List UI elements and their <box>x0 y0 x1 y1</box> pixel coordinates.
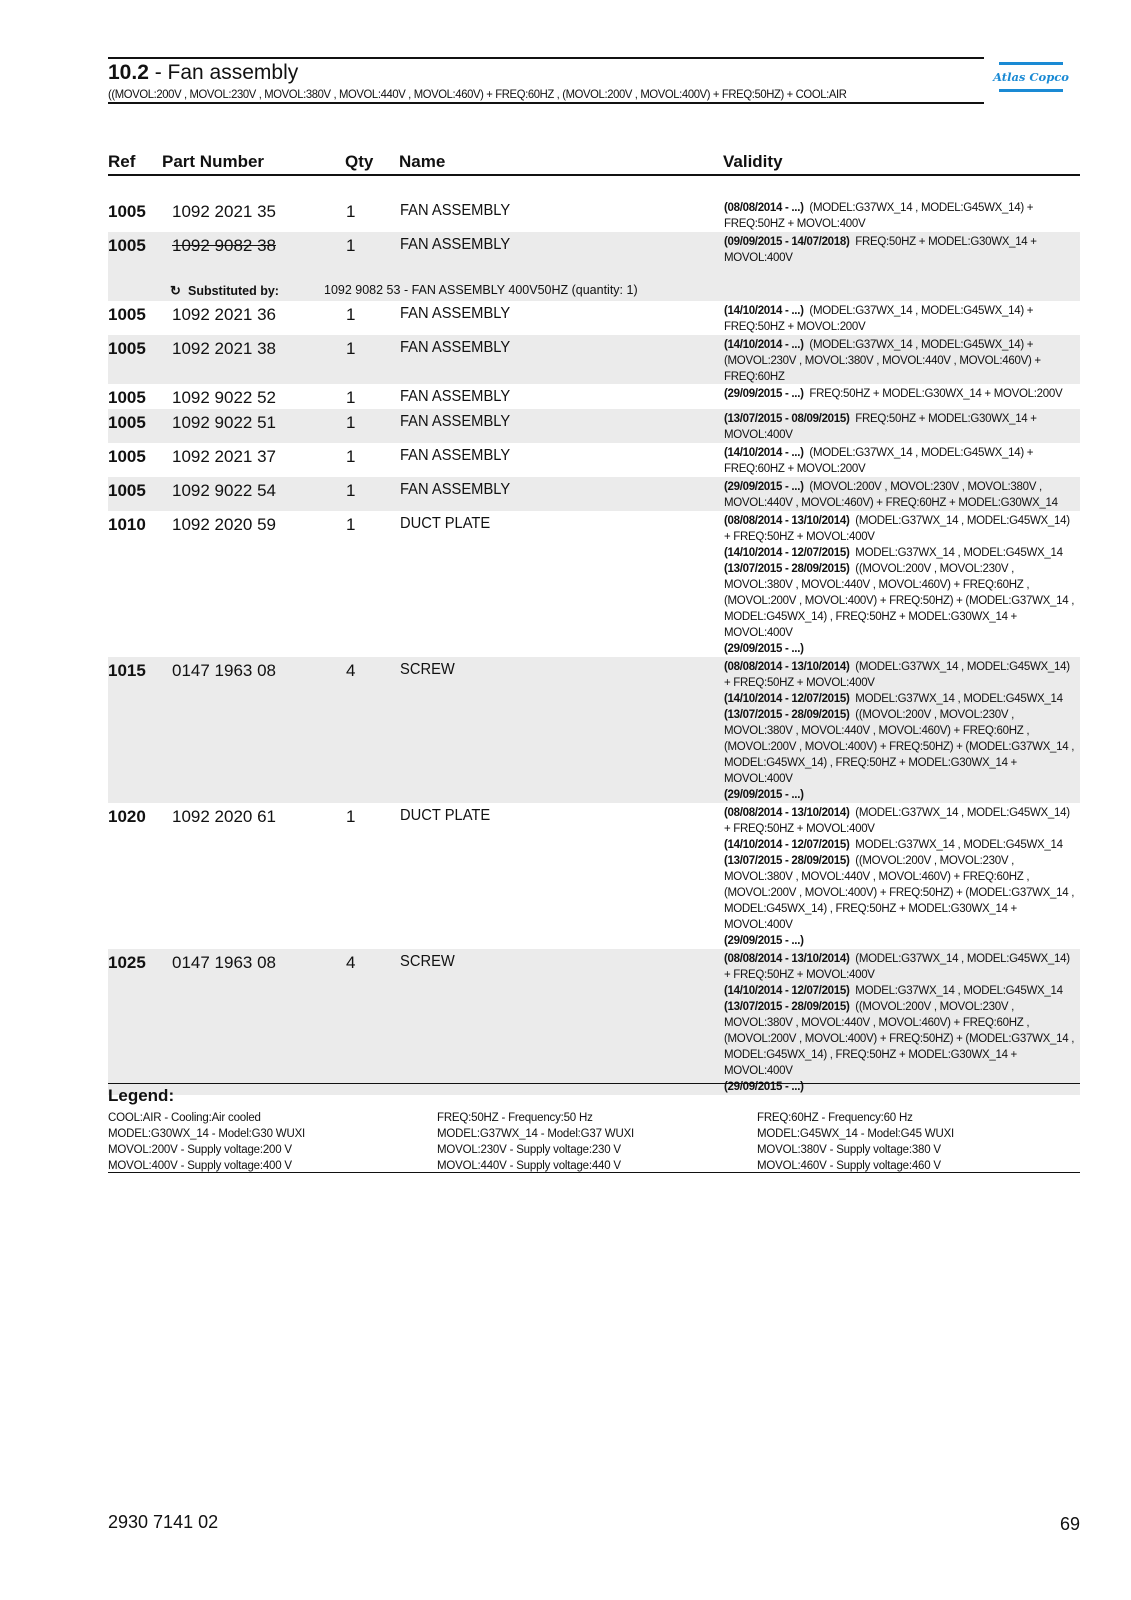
validity-text: FREQ:50HZ + MODEL:G30WX_14 + <box>855 236 1037 248</box>
validity-text: MOVOL:400V <box>724 252 793 264</box>
validity-line <box>724 771 1076 787</box>
validity-line <box>724 739 1076 755</box>
validity-line <box>724 837 1076 853</box>
part-ref: 1025 <box>108 953 146 972</box>
column-header-part-number: Part Number <box>162 152 265 171</box>
part-qty: 4 <box>346 953 356 972</box>
part-name: DUCT PLATE <box>400 515 491 532</box>
validity-text: MOVOL:400V <box>724 773 793 785</box>
validity-line <box>724 1031 1076 1047</box>
part-name: SCREW <box>400 661 455 678</box>
validity-text: (MOVOL:200V , MOVOL:230V , MOVOL:380V , <box>809 481 1042 493</box>
validity-line <box>724 755 1076 771</box>
validity-text: MOVOL:380V , MOVOL:440V , MOVOL:460V) + FREQ:60HZ , <box>724 579 1030 591</box>
part-name: FAN ASSEMBLY <box>400 202 511 219</box>
table-row <box>108 232 1080 301</box>
validity-line <box>724 869 1076 885</box>
validity-date: (14/10/2014 - 12/07/2015) <box>724 693 850 705</box>
legend-item: MOVOL:200V - Supply voltage:200 V <box>108 1144 292 1156</box>
section-header <box>108 57 984 104</box>
part-ref: 1005 <box>108 305 146 324</box>
part-number: 1092 9022 52 <box>172 388 276 407</box>
validity-line <box>724 625 1076 641</box>
validity-date: (13/07/2015 - 28/09/2015) <box>724 1001 850 1013</box>
validity-text: MODEL:G37WX_14 , MODEL:G45WX_14 <box>855 547 1063 559</box>
validity-line <box>724 1015 1076 1031</box>
validity-date: (08/08/2014 - 13/10/2014) <box>724 807 850 819</box>
part-number: 1092 9022 51 <box>172 413 276 432</box>
refresh-icon: ↻ <box>170 283 181 298</box>
validity-line <box>724 1047 1076 1063</box>
part-number: 1092 2021 38 <box>172 339 276 358</box>
substitution-note <box>108 282 1080 300</box>
part-validity <box>724 513 1076 657</box>
part-number: 1092 9082 38 <box>172 236 276 255</box>
validity-text: MODEL:G37WX_14 , MODEL:G45WX_14 <box>855 839 1063 851</box>
document-number: 2930 7141 02 <box>108 1512 219 1532</box>
table-row <box>108 198 1080 232</box>
validity-line <box>724 529 1076 545</box>
column-header-name: Name <box>399 152 446 171</box>
part-name: FAN ASSEMBLY <box>400 339 511 356</box>
validity-text: MODEL:G45WX_14) , FREQ:50HZ + MODEL:G30WX_14 + <box>724 757 1017 769</box>
validity-text: (MODEL:G37WX_14 , MODEL:G45WX_14) <box>855 661 1070 673</box>
validity-date: (13/07/2015 - 28/09/2015) <box>724 563 850 575</box>
part-ref: 1005 <box>108 413 146 432</box>
validity-text: MOVOL:400V <box>724 919 793 931</box>
validity-text: MOVOL:440V , MOVOL:460V) + FREQ:60HZ + MODEL:G30WX_14 <box>724 497 1058 509</box>
legend-item: MODEL:G37WX_14 - Model:G37 WUXI <box>437 1128 635 1140</box>
validity-line <box>724 411 1076 427</box>
validity-line <box>724 967 1076 983</box>
validity-line <box>724 983 1076 999</box>
validity-line <box>724 885 1076 901</box>
validity-text: ((MOVOL:200V , MOVOL:230V , <box>855 709 1015 721</box>
table-row <box>108 443 1080 477</box>
validity-text: FREQ:50HZ + MOVOL:200V <box>724 321 866 333</box>
validity-date: (29/09/2015 - ...) <box>724 1081 804 1093</box>
part-qty: 1 <box>346 481 356 500</box>
validity-line <box>724 216 1076 232</box>
validity-line <box>724 577 1076 593</box>
part-qty: 1 <box>346 447 356 466</box>
validity-text: MODEL:G45WX_14) , FREQ:50HZ + MODEL:G30WX_14 + <box>724 611 1017 623</box>
validity-date: (29/09/2015 - ...) <box>724 388 804 400</box>
substituted-part: 1092 9082 53 - FAN ASSEMBLY 400V50HZ (quantity: 1) <box>324 283 638 297</box>
part-validity <box>724 337 1076 385</box>
legend-item: MOVOL:400V - Supply voltage:400 V <box>108 1160 292 1172</box>
validity-text: (MODEL:G37WX_14 , MODEL:G45WX_14) <box>855 807 1070 819</box>
validity-line <box>724 901 1076 917</box>
validity-date: (14/10/2014 - ...) <box>724 305 804 317</box>
part-qty: 1 <box>346 413 356 432</box>
validity-line <box>724 917 1076 933</box>
validity-text: MODEL:G37WX_14 , MODEL:G45WX_14 <box>855 693 1063 705</box>
validity-text: (MODEL:G37WX_14 , MODEL:G45WX_14) + <box>809 202 1034 214</box>
validity-date: (14/10/2014 - 12/07/2015) <box>724 547 850 559</box>
validity-line <box>724 369 1076 385</box>
table-row <box>108 657 1080 803</box>
validity-date: (14/10/2014 - ...) <box>724 447 804 459</box>
legend-item: MOVOL:380V - Supply voltage:380 V <box>757 1144 941 1156</box>
validity-line <box>724 445 1076 461</box>
part-ref: 1015 <box>108 661 146 680</box>
part-qty: 1 <box>346 202 356 221</box>
validity-line <box>724 999 1076 1015</box>
validity-line <box>724 675 1076 691</box>
part-validity <box>724 445 1076 477</box>
part-ref: 1005 <box>108 339 146 358</box>
part-number: 0147 1963 08 <box>172 661 276 680</box>
part-validity <box>724 386 1076 402</box>
validity-date: (08/08/2014 - 13/10/2014) <box>724 953 850 965</box>
page-number: 69 <box>1059 1514 1080 1534</box>
validity-line <box>724 200 1076 216</box>
section-title <box>108 61 298 85</box>
validity-line <box>724 805 1076 821</box>
part-ref: 1005 <box>108 202 146 221</box>
section-number: 10.2 <box>108 61 149 84</box>
validity-line <box>724 427 1076 443</box>
validity-text: ((MOVOL:200V , MOVOL:230V , <box>855 1001 1015 1013</box>
validity-text: (MODEL:G37WX_14 , MODEL:G45WX_14) <box>855 953 1070 965</box>
part-validity <box>724 303 1076 335</box>
validity-text: FREQ:50HZ + MOVOL:400V <box>724 218 866 230</box>
validity-date: (13/07/2015 - 28/09/2015) <box>724 709 850 721</box>
validity-date: (29/09/2015 - ...) <box>724 935 804 947</box>
validity-date: (14/10/2014 - ...) <box>724 339 804 351</box>
validity-line <box>724 250 1076 266</box>
legend-item: FREQ:50HZ - Frequency:50 Hz <box>437 1112 593 1124</box>
part-name: FAN ASSEMBLY <box>400 305 511 322</box>
validity-text: + FREQ:50HZ + MOVOL:400V <box>724 969 875 981</box>
validity-text: + FREQ:50HZ + MOVOL:400V <box>724 531 875 543</box>
validity-text: MOVOL:380V , MOVOL:440V , MOVOL:460V) + FREQ:60HZ , <box>724 1017 1030 1029</box>
validity-date: (29/09/2015 - ...) <box>724 789 804 801</box>
validity-line <box>724 319 1076 335</box>
legend-item: MODEL:G30WX_14 - Model:G30 WUXI <box>108 1128 306 1140</box>
part-validity <box>724 234 1076 266</box>
column-header-ref: Ref <box>108 152 136 171</box>
validity-text: (MOVOL:200V , MOVOL:400V) + FREQ:50HZ) + (MODEL:G37WX_14 , <box>724 595 1075 607</box>
part-number: 0147 1963 08 <box>172 953 276 972</box>
validity-text: (MOVOL:200V , MOVOL:400V) + FREQ:50HZ) + (MODEL:G37WX_14 , <box>724 741 1075 753</box>
part-number: 1092 2021 37 <box>172 447 276 466</box>
validity-line <box>724 353 1076 369</box>
table-row <box>108 511 1080 657</box>
table-row <box>108 803 1080 949</box>
validity-text: (MODEL:G37WX_14 , MODEL:G45WX_14) + <box>809 305 1034 317</box>
validity-date: (29/09/2015 - ...) <box>724 481 804 493</box>
part-ref: 1020 <box>108 807 146 826</box>
validity-text: MODEL:G45WX_14) , FREQ:50HZ + MODEL:G30WX_14 + <box>724 903 1017 915</box>
table-row <box>108 384 1080 409</box>
part-number: 1092 2020 61 <box>172 807 276 826</box>
validity-line <box>724 479 1076 495</box>
validity-line <box>724 386 1076 402</box>
part-ref: 1005 <box>108 447 146 466</box>
validity-line <box>724 1063 1076 1079</box>
substituted-label: Substituted by: <box>188 284 279 298</box>
part-validity <box>724 659 1076 803</box>
part-name: FAN ASSEMBLY <box>400 481 511 498</box>
part-number: 1092 2021 35 <box>172 202 276 221</box>
validity-text: MOVOL:380V , MOVOL:440V , MOVOL:460V) + FREQ:60HZ , <box>724 725 1030 737</box>
validity-line <box>724 303 1076 319</box>
validity-line <box>724 609 1076 625</box>
validity-line <box>724 461 1076 477</box>
validity-date: (13/07/2015 - 08/09/2015) <box>724 413 850 425</box>
part-name: FAN ASSEMBLY <box>400 413 511 430</box>
validity-text: ((MOVOL:200V , MOVOL:230V , <box>855 563 1015 575</box>
validity-line <box>724 659 1076 675</box>
part-ref: 1010 <box>108 515 146 534</box>
validity-line <box>724 495 1076 511</box>
validity-line <box>724 933 1076 949</box>
validity-line <box>724 593 1076 609</box>
validity-text: + FREQ:50HZ + MOVOL:400V <box>724 677 875 689</box>
validity-date: (08/08/2014 - 13/10/2014) <box>724 515 850 527</box>
legend-column <box>757 1110 954 1174</box>
validity-text: MODEL:G45WX_14) , FREQ:50HZ + MODEL:G30WX_14 + <box>724 1049 1017 1061</box>
part-validity <box>724 411 1076 443</box>
parts-table <box>108 198 1080 1095</box>
part-validity <box>724 200 1076 232</box>
validity-text: (MOVOL:200V , MOVOL:400V) + FREQ:50HZ) + (MODEL:G37WX_14 , <box>724 887 1075 899</box>
table-row <box>108 477 1080 511</box>
legend <box>108 1083 1080 1173</box>
part-validity <box>724 805 1076 949</box>
validity-line <box>724 787 1076 803</box>
validity-text: FREQ:50HZ + MODEL:G30WX_14 + MOVOL:200V <box>809 388 1063 400</box>
part-number: 1092 9022 54 <box>172 481 276 500</box>
validity-text: MOVOL:400V <box>724 627 793 639</box>
validity-text: (MOVOL:200V , MOVOL:400V) + FREQ:50HZ) + (MODEL:G37WX_14 , <box>724 1033 1075 1045</box>
validity-line <box>724 513 1076 529</box>
part-qty: 1 <box>346 515 356 534</box>
legend-item: MOVOL:460V - Supply voltage:460 V <box>757 1160 941 1172</box>
part-qty: 1 <box>346 388 356 407</box>
validity-text: FREQ:60HZ <box>724 371 785 383</box>
legend-column <box>437 1110 634 1174</box>
validity-text: FREQ:50HZ + MODEL:G30WX_14 + <box>855 413 1037 425</box>
legend-title: Legend: <box>108 1086 175 1105</box>
validity-text: FREQ:60HZ + MOVOL:200V <box>724 463 866 475</box>
part-number: 1092 2021 36 <box>172 305 276 324</box>
validity-date: (09/09/2015 - 14/07/2018) <box>724 236 850 248</box>
header-rule <box>108 174 1080 176</box>
validity-text: MODEL:G37WX_14 , MODEL:G45WX_14 <box>855 985 1063 997</box>
section-conditions: ((MOVOL:200V , MOVOL:230V , MOVOL:380V , MOVOL:440V , MOVOL:460V) + FREQ:60HZ , (MOVOL:200V , MOVOL:400V) + FREQ:50HZ) + COOL:AIR <box>108 87 847 101</box>
part-validity <box>724 479 1076 511</box>
validity-text: (MODEL:G37WX_14 , MODEL:G45WX_14) <box>855 515 1070 527</box>
validity-line <box>724 723 1076 739</box>
part-ref: 1005 <box>108 388 146 407</box>
legend-column <box>108 1110 305 1174</box>
table-row <box>108 949 1080 1095</box>
part-name: FAN ASSEMBLY <box>400 388 511 405</box>
part-name: FAN ASSEMBLY <box>400 236 511 253</box>
validity-date: (14/10/2014 - 12/07/2015) <box>724 839 850 851</box>
validity-line <box>724 691 1076 707</box>
validity-text: + FREQ:50HZ + MOVOL:400V <box>724 823 875 835</box>
validity-text: MOVOL:400V <box>724 1065 793 1077</box>
part-qty: 4 <box>346 661 356 680</box>
part-ref: 1005 <box>108 236 146 255</box>
validity-date: (13/07/2015 - 28/09/2015) <box>724 855 850 867</box>
part-qty: 1 <box>346 807 356 826</box>
validity-line <box>724 234 1076 250</box>
validity-line <box>724 951 1076 967</box>
legend-item: FREQ:60HZ - Frequency:60 Hz <box>757 1112 913 1124</box>
logo-text: Atlas Copco <box>993 70 1069 84</box>
validity-line <box>724 853 1076 869</box>
validity-line <box>724 641 1076 657</box>
table-row <box>108 335 1080 384</box>
validity-line <box>724 821 1076 837</box>
validity-text: (MODEL:G37WX_14 , MODEL:G45WX_14) + <box>809 447 1034 459</box>
table-row <box>108 301 1080 335</box>
column-header-qty: Qty <box>345 152 374 171</box>
validity-text: (MODEL:G37WX_14 , MODEL:G45WX_14) + <box>809 339 1034 351</box>
part-name: DUCT PLATE <box>400 807 491 824</box>
validity-date: (29/09/2015 - ...) <box>724 643 804 655</box>
part-qty: 1 <box>346 236 356 255</box>
atlas-copco-logo <box>993 62 1069 94</box>
table-row <box>108 409 1080 443</box>
validity-date: (14/10/2014 - 12/07/2015) <box>724 985 850 997</box>
part-number: 1092 2020 59 <box>172 515 276 534</box>
validity-date: (08/08/2014 - ...) <box>724 202 804 214</box>
legend-item: MOVOL:230V - Supply voltage:230 V <box>437 1144 621 1156</box>
validity-text: ((MOVOL:200V , MOVOL:230V , <box>855 855 1015 867</box>
validity-line <box>724 561 1076 577</box>
part-qty: 1 <box>346 305 356 324</box>
validity-line <box>724 707 1076 723</box>
legend-item: COOL:AIR - Cooling:Air cooled <box>108 1112 261 1124</box>
part-name: SCREW <box>400 953 455 970</box>
validity-date: (08/08/2014 - 13/10/2014) <box>724 661 850 673</box>
validity-line <box>724 337 1076 353</box>
validity-text: (MOVOL:230V , MOVOL:380V , MOVOL:440V , MOVOL:460V) + <box>724 355 1041 367</box>
part-validity <box>724 951 1076 1095</box>
part-ref: 1005 <box>108 481 146 500</box>
validity-line <box>724 545 1076 561</box>
section-title-text: - Fan assembly <box>148 61 299 84</box>
part-qty: 1 <box>346 339 356 358</box>
legend-item: MODEL:G45WX_14 - Model:G45 WUXI <box>757 1128 955 1140</box>
part-name: FAN ASSEMBLY <box>400 447 511 464</box>
legend-item: MOVOL:440V - Supply voltage:440 V <box>437 1160 621 1172</box>
validity-text: MOVOL:380V , MOVOL:440V , MOVOL:460V) + FREQ:60HZ , <box>724 871 1030 883</box>
validity-text: MOVOL:400V <box>724 429 793 441</box>
column-header-validity: Validity <box>723 152 783 171</box>
